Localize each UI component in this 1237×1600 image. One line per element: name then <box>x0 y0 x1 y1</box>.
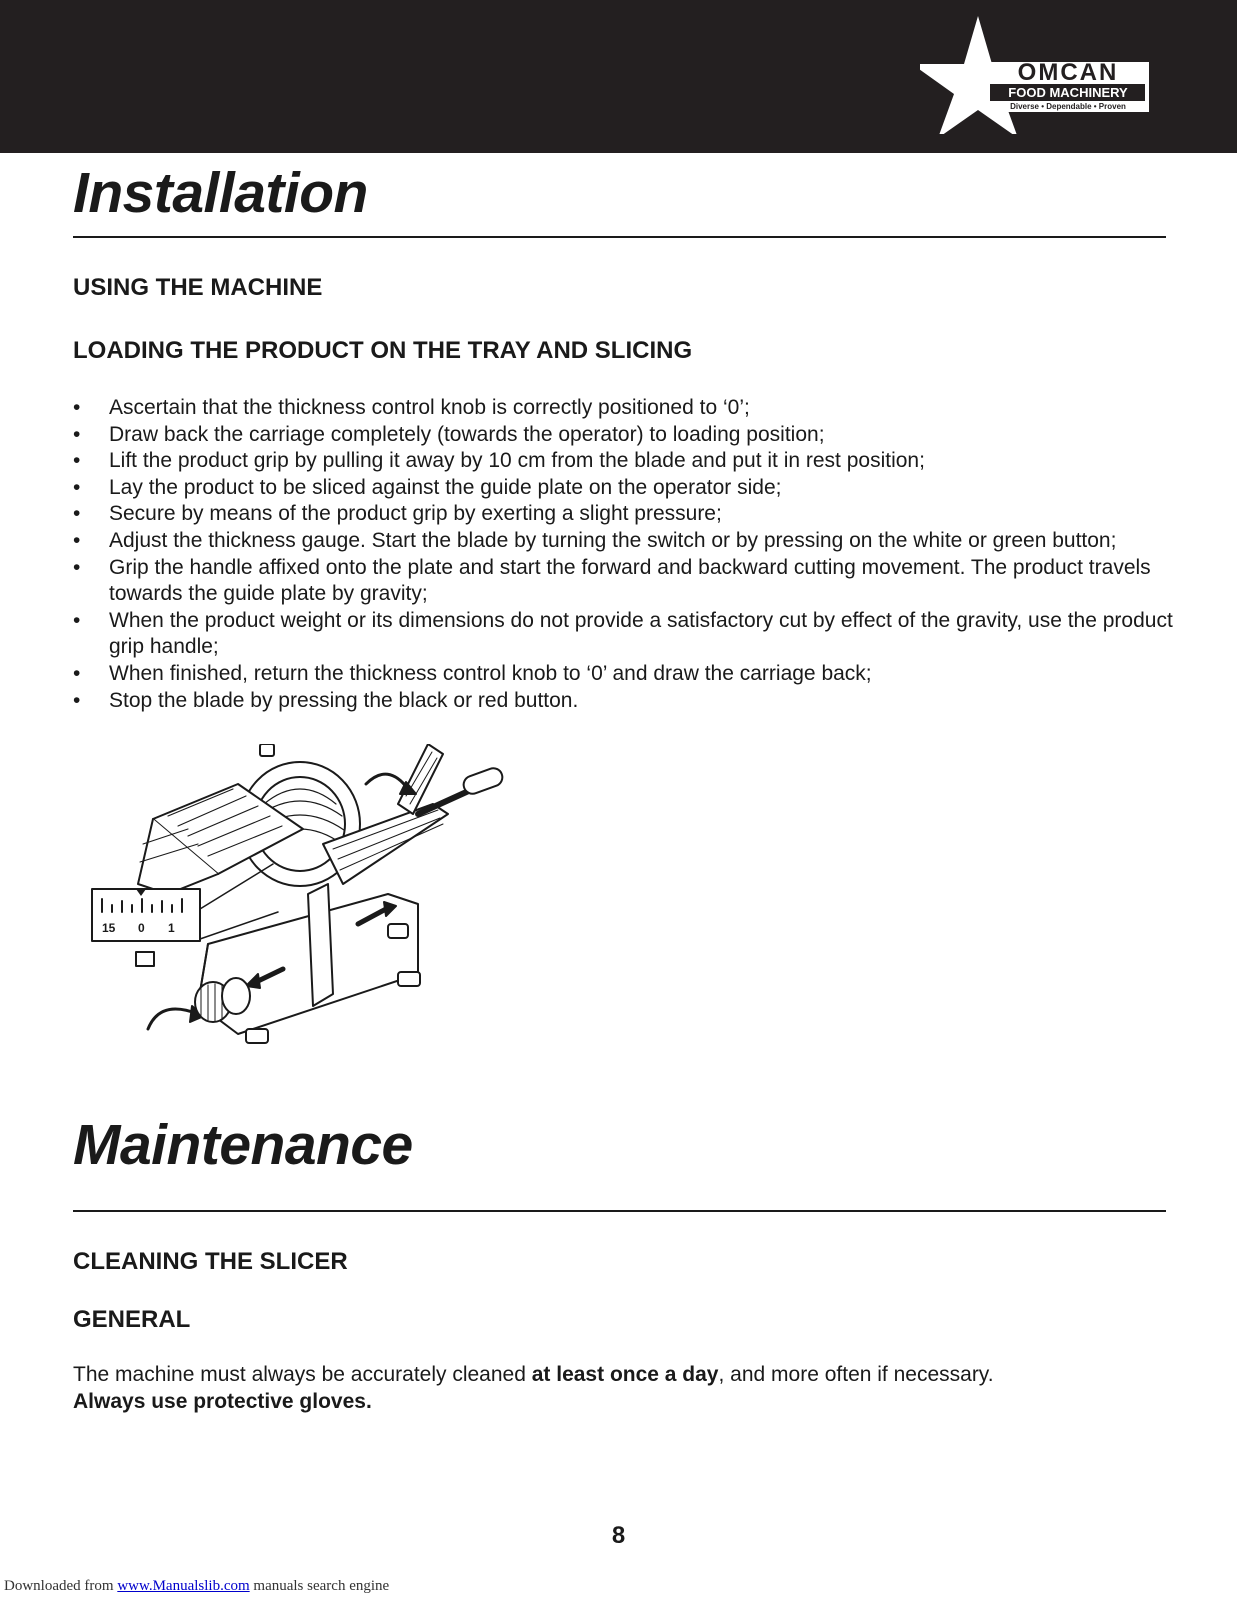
list-item: • When finished, return the thickness control knob to ‘0’ and draw the carriage back; <box>73 661 872 685</box>
list-item: • Grip the handle affixed onto the plate and start the forward and backward cutting movement. The product travels towards the guide plate by gravity; <box>73 555 1151 606</box>
list-item: • Draw back the carriage completely (towards the operator) to loading position; <box>73 422 825 446</box>
logo-tagline: Diverse • Dependable • Proven <box>1010 102 1126 111</box>
list-item: • Secure by means of the product grip by exerting a slight pressure; <box>73 502 722 526</box>
installation-title: Installation <box>73 161 368 225</box>
logo-brand: OMCAN <box>1017 59 1119 86</box>
scale-label-15: 15 <box>102 921 116 935</box>
list-item: • Stop the blade by pressing the black or red button. <box>73 688 579 712</box>
installation-steps <box>73 395 1173 714</box>
header-band <box>0 0 1237 153</box>
loading-heading: LOADING THE PRODUCT ON THE TRAY AND SLICING <box>73 337 693 364</box>
list-item: • Ascertain that the thickness control knob is correctly positioned to ‘0’; <box>73 396 750 419</box>
list-item: • Lift the product grip by pulling it away by 10 cm from the blade and put it in rest position; <box>73 449 925 473</box>
scale-label-0: 0 <box>138 921 145 935</box>
omcan-logo <box>920 14 1170 134</box>
general-heading: GENERAL <box>73 1306 191 1333</box>
gloves-warning: Always use protective gloves. <box>73 1389 372 1413</box>
maintenance-rule <box>73 1210 1166 1212</box>
scale-label-1: 1 <box>168 921 175 935</box>
cleaning-paragraph: The machine must always be accurately cleaned at least once a day, and more often if necessary. Always use protective gloves. <box>73 1363 994 1413</box>
list-item: • When the product weight or its dimensions do not provide a satisfactory cut by effect of the gravity, use the product grip handle; <box>73 608 1173 659</box>
using-machine-heading: USING THE MACHINE <box>73 274 323 301</box>
manualslib-link[interactable]: www.Manualslib.com <box>117 1578 250 1594</box>
list-item: • Lay the product to be sliced against the guide plate on the operator side; <box>73 475 782 499</box>
cleaning-heading: CLEANING THE SLICER <box>73 1248 348 1275</box>
maintenance-title: Maintenance <box>73 1113 413 1177</box>
slicer-illustration <box>88 744 528 1074</box>
logo-subtitle: FOOD MACHINERY <box>1008 85 1128 100</box>
installation-rule <box>73 236 1166 238</box>
list-item: • Adjust the thickness gauge. Start the blade by turning the switch or by pressing on the white or green button; <box>73 528 1117 552</box>
page-number: 8 <box>611 1522 626 1549</box>
footer: Downloaded from www.Manualslib.com manuals search engine <box>4 1578 390 1594</box>
